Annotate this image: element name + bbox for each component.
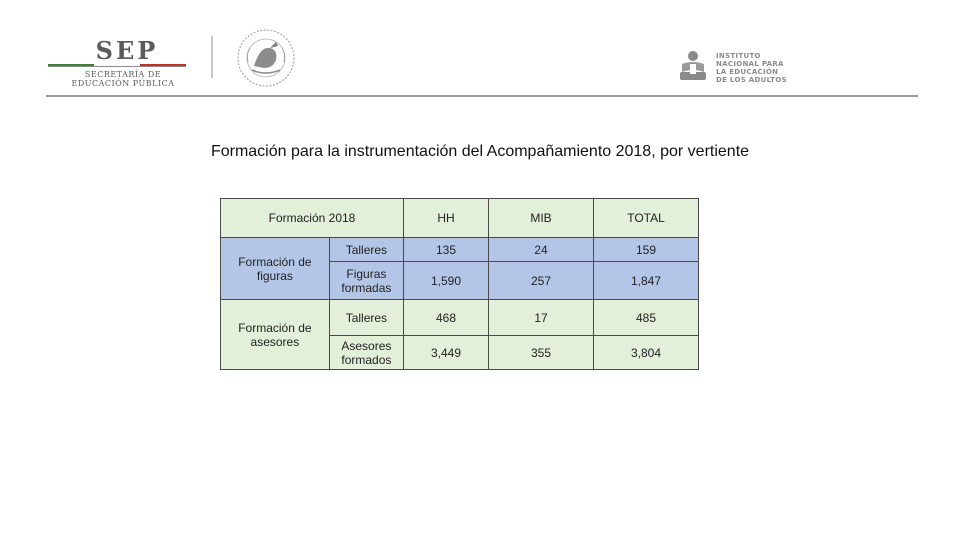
- sep-logo: [48, 36, 198, 92]
- table-row: [221, 300, 699, 336]
- cell-mib: 257: [489, 262, 594, 300]
- row-label: Talleres: [329, 300, 403, 336]
- group-label-asesores: Formación de asesores: [221, 300, 330, 370]
- header-divider: [211, 36, 213, 78]
- cell-hh: 468: [404, 300, 489, 336]
- inea-line-2: NACIONAL PARA: [716, 60, 784, 68]
- sep-logo-word: SEP: [95, 36, 159, 65]
- inea-logo: [676, 50, 816, 86]
- table-row: [221, 238, 699, 262]
- row-label: Talleres: [329, 238, 403, 262]
- cell-hh: 1,590: [404, 262, 489, 300]
- inea-line-3: LA EDUCACIÓN: [716, 68, 779, 76]
- header-rule: [46, 95, 918, 97]
- cell-hh: 3,449: [404, 336, 489, 370]
- cell-total: 159: [594, 238, 699, 262]
- page-header: [0, 0, 960, 100]
- group-label-figuras: Formación de figuras: [221, 238, 330, 300]
- sep-logo-rule: [48, 66, 186, 67]
- cell-total: 485: [594, 300, 699, 336]
- inea-logo-text: [716, 52, 816, 84]
- formation-table: [220, 198, 699, 370]
- header-hh: HH: [404, 199, 489, 238]
- sep-logo-line2: EDUCACIÓN PÚBLICA: [71, 79, 175, 88]
- sep-logo-line1: SECRETARÍA DE: [84, 70, 162, 79]
- row-label: Asesores formados: [329, 336, 403, 370]
- cell-total: 3,804: [594, 336, 699, 370]
- cell-mib: 355: [489, 336, 594, 370]
- header-total: TOTAL: [594, 199, 699, 238]
- coat-of-arms-seal-icon: [226, 24, 306, 88]
- sep-logo-green-bar: [48, 64, 94, 66]
- inea-line-1: INSTITUTO: [716, 52, 761, 60]
- row-label: Figuras formadas: [329, 262, 403, 300]
- table-header-row: [221, 199, 699, 238]
- inea-reader-icon: [676, 50, 710, 84]
- sep-logo-red-bar: [140, 64, 186, 66]
- header-mib: MIB: [489, 199, 594, 238]
- cell-mib: 24: [489, 238, 594, 262]
- header-group-cell: Formación 2018: [221, 199, 404, 238]
- page-title: Formación para la instrumentación del Acompañamiento 2018, por vertiente: [210, 143, 750, 160]
- cell-mib: 17: [489, 300, 594, 336]
- cell-total: 1,847: [594, 262, 699, 300]
- inea-line-4: DE LOS ADULTOS: [716, 76, 787, 84]
- cell-hh: 135: [404, 238, 489, 262]
